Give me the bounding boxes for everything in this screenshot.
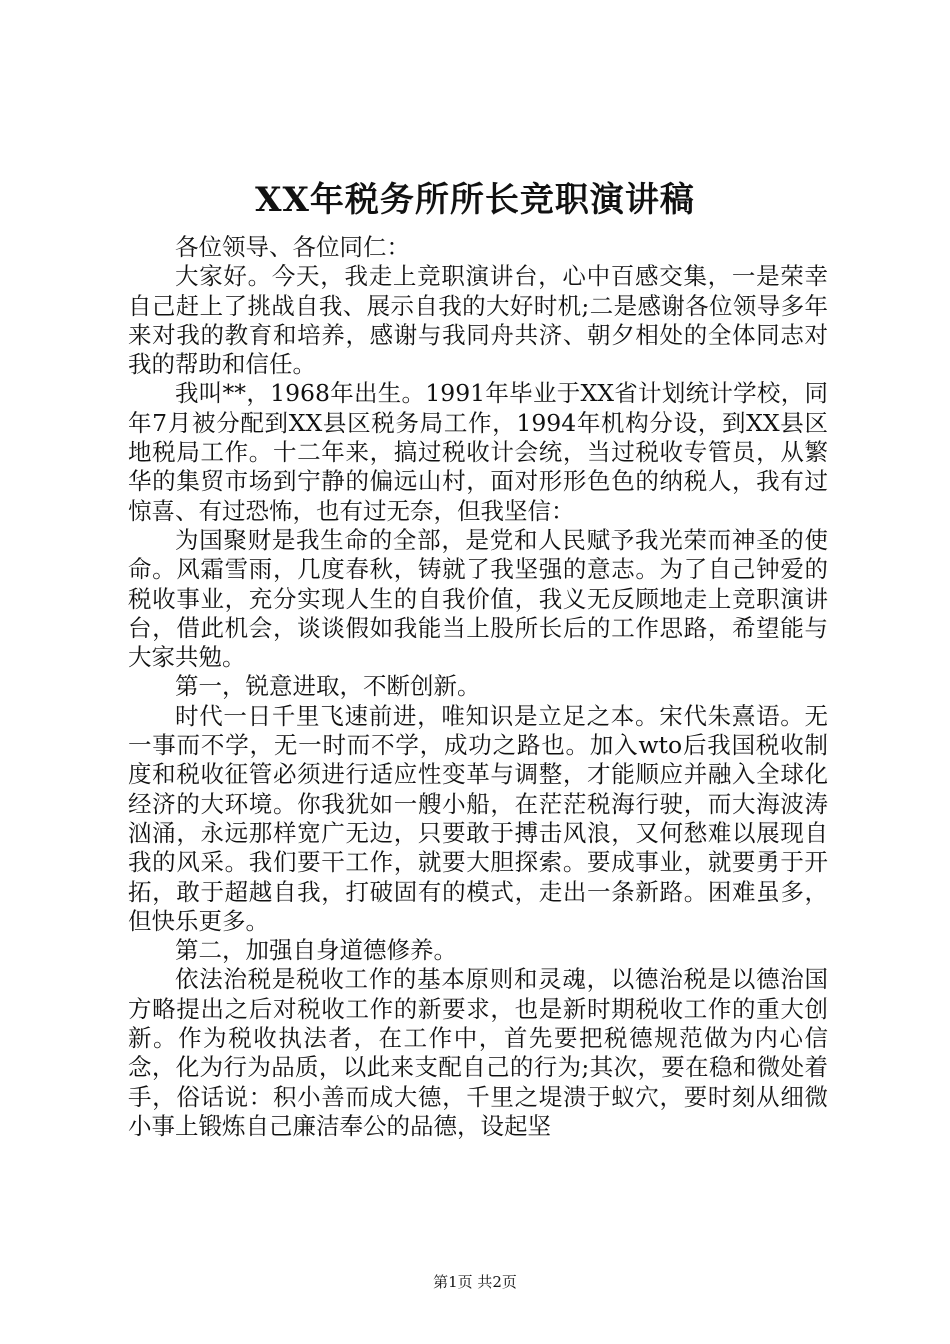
page-number-footer: 第1页 共2页 [433,1273,517,1291]
innovation-paragraph: 时代一日千里飞速前进，唯知识是立足之本。宋代朱熹语。无一事而不学，无一时而不学，成功之路也。加入wto后我国税收制度和税收征管必须进行适应性变革与调整，才能顺应并融入全球化经济的大环境。你我犹如一艘小船，在茫茫税海行驶，而大海波涛汹涌，永远那样宽广无边，只要敢于搏击风浪，又何愁难以展现自我的风采。我们要干工作，就要大胆探索。要成事业，就要勇于开拓，敢于超越自我，打破固有的模式，走出一条新路。困难虽多，但快乐更多。 [128,701,828,935]
greeting-paragraph: 大家好。今天，我走上竞职演讲台，心中百感交集，一是荣幸自己赶上了挑战自我、展示自我的大好时机;二是感谢各位领导多年来对我的教育和培养，感谢与我同舟共济、朝夕相处的全体同志对我的帮助和信任。 [128,262,828,379]
salutation-paragraph: 各位领导、各位同仁： [175,233,410,261]
self-introduction-paragraph: 我叫**，1968年出生。1991年毕业于XX省计划统计学校，同年7月被分配到XX县区税务局工作，1994年机构分设，到XX县区地税局工作。十二年来，搞过税收计会统，当过税收专管员，从繁华的集贸市场到宁静的偏远山村，面对形形色色的纳税人，我有过惊喜、有过恐怖，也有过无奈，但我坚信： [128,379,828,525]
section-heading-first: 第一，锐意进取，不断创新。 [175,672,481,701]
ethics-paragraph: 依法治税是税收工作的基本原则和灵魂，以德治税是以德治国方略提出之后对税收工作的新要求，也是新时期税收工作的重大创新。作为税收执法者，在工作中，首先要把税德规范做为内心信念，化为行为品质，以此来支配自己的行为;其次，要在稳和微处着手，俗话说：积小善而成大德，千里之堤溃于蚁穴，要时刻从细微小事上锻炼自己廉洁奉公的品德，设起坚 [128,965,828,1140]
section-heading-second: 第二，加强自身道德修养。 [175,936,457,965]
document-title: XX年税务所所长竞职演讲稿 [255,180,695,220]
mission-paragraph: 为国聚财是我生命的全部，是党和人民赋予我光荣而神圣的使命。风霜雪雨，几度春秋，铸就了我坚强的意志。为了自己钟爱的税收事业，充分实现人生的自我价值，我义无反顾地走上竞职演讲台，借此机会，谈谈假如我能当上股所长后的工作思路，希望能与大家共勉。 [128,525,828,672]
document-body [128,233,828,1141]
